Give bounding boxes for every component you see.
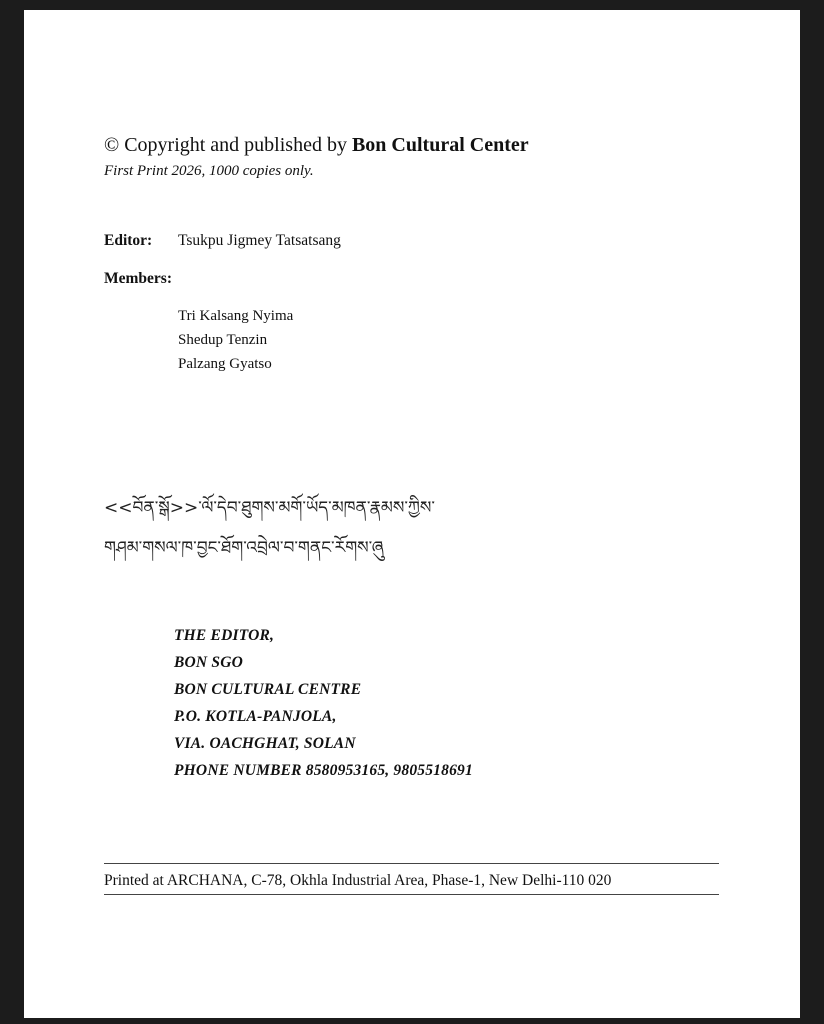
tibetan-line: <<བོན་སྒོ>>་ལོ་དེབ་ཐུགས་མགོ་ཡོད་མཁན་རྣམས་ཀྱིས་ [104, 498, 435, 518]
copyright-line [104, 134, 529, 157]
publisher-name: Bon Cultural Center [351, 134, 529, 156]
printer-info: Printed at ARCHANA, C-78, Okhla Industrial Area, Phase-1, New Delhi-110 020 [104, 872, 612, 889]
address-line: P.O. KOTLA-PANJOLA, [174, 708, 337, 725]
divider-top [104, 863, 719, 864]
address-line: BON SGO [174, 654, 244, 671]
address-line: VIA. OACHGHAT, SOLAN [174, 735, 356, 752]
editor-line [104, 232, 341, 250]
address-line: BON CULTURAL CENTRE [174, 681, 362, 698]
divider-bottom [104, 894, 719, 895]
document-page [24, 10, 800, 1018]
member-name: Shedup Tenzin [178, 332, 268, 348]
editor-name: Tsukpu Jigmey Tatsatsang [178, 232, 341, 249]
members-label: Members: [104, 270, 172, 287]
address-line: PHONE NUMBER 8580953165, 9805518691 [174, 762, 473, 779]
copyright-prefix: © Copyright and published by [104, 134, 352, 156]
tibetan-line: གཤམ་གསལ་ཁ་བྱང་ཐོག་འབྲེལ་བ་གནང་རོགས་ཞུ [104, 538, 384, 558]
first-print-note: First Print 2026, 1000 copies only. [104, 163, 314, 179]
editor-label: Editor: [104, 232, 153, 249]
address-line: THE EDITOR, [174, 627, 275, 644]
member-name: Tri Kalsang Nyima [178, 308, 294, 324]
member-name: Palzang Gyatso [178, 356, 272, 372]
